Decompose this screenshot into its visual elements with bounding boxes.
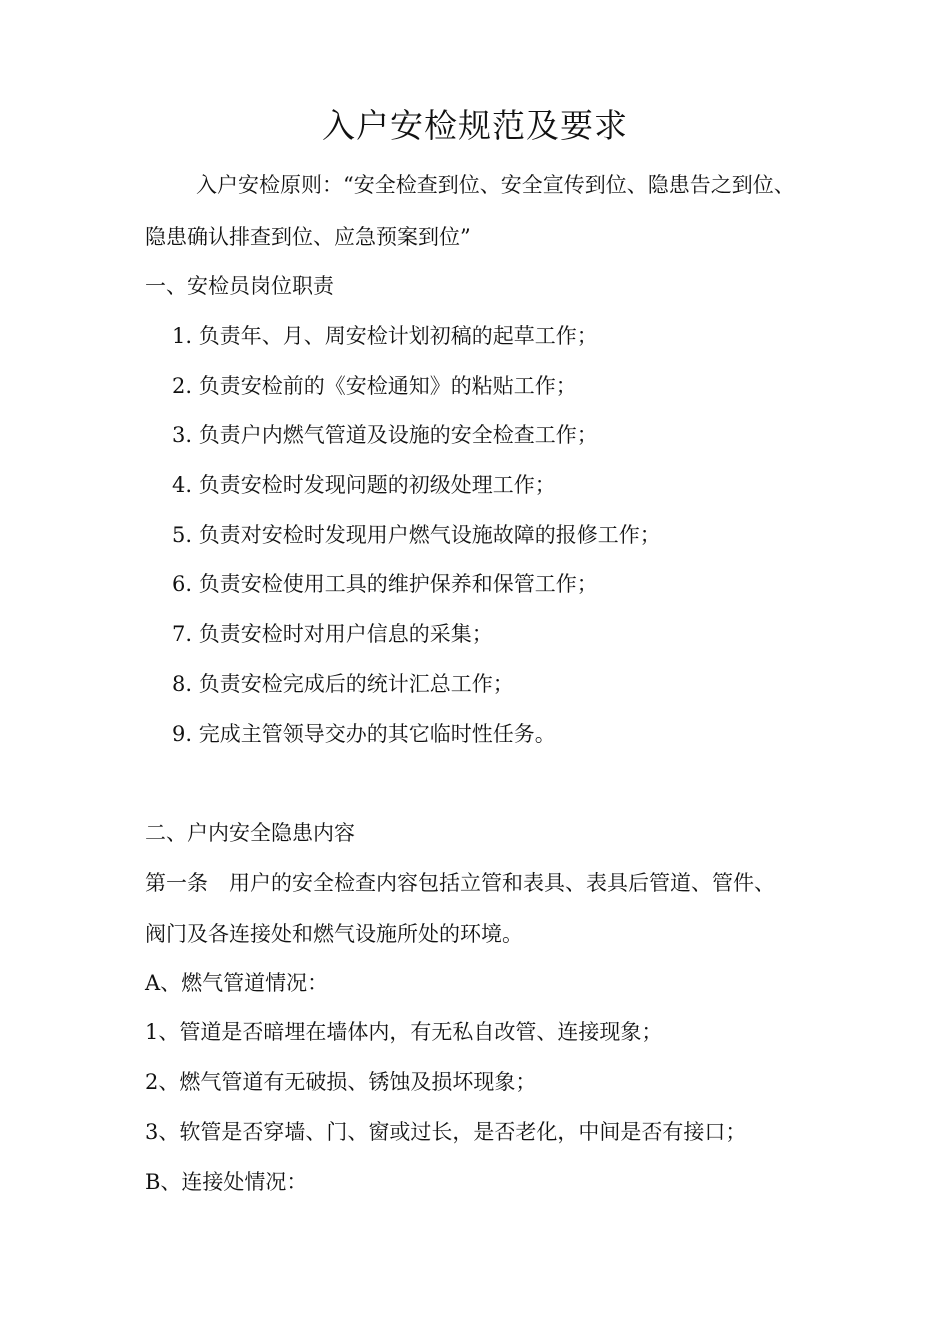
- section-1-heading: 一、安检员岗位职责: [145, 274, 334, 298]
- pipe-check-item-1: 1、管道是否暗埋在墙体内，有无私自改管、连接现象；: [145, 1020, 663, 1044]
- article-1-line-2: 阀门及各连接处和燃气设施所处的环境。: [145, 922, 523, 946]
- duty-item-1: 1. 负责年、月、周安检计划初稿的起草工作；: [172, 324, 598, 348]
- part-b-heading: B、连接处情况：: [145, 1170, 308, 1194]
- section-2-heading: 二、户内安全隐患内容: [145, 821, 355, 845]
- pipe-check-item-3: 3、软管是否穿墙、门、窗或过长，是否老化，中间是否有接口；: [145, 1120, 747, 1144]
- article-1-line-1: 第一条 用户的安全检查内容包括立管和表具、表具后管道、管件、: [145, 871, 775, 895]
- duty-item-6: 6. 负责安检使用工具的维护保养和保管工作；: [172, 572, 598, 596]
- duty-item-3: 3. 负责户内燃气管道及设施的安全检查工作；: [172, 423, 598, 447]
- duty-item-8: 8. 负责安检完成后的统计汇总工作；: [172, 672, 514, 696]
- duty-item-2: 2. 负责安检前的《安检通知》的粘贴工作；: [172, 374, 577, 398]
- part-a-heading: A、燃气管道情况：: [145, 971, 329, 995]
- duty-item-7: 7. 负责安检时对用户信息的采集；: [172, 622, 493, 646]
- principle-line-2: 隐患确认排查到位、应急预案到位”: [145, 225, 471, 249]
- pipe-check-item-2: 2、燃气管道有无破损、锈蚀及损坏现象；: [145, 1070, 537, 1094]
- duty-item-9: 9. 完成主管领导交办的其它临时性任务。: [172, 722, 556, 746]
- principle-line-1: 入户安检原则：“安全检查到位、安全宣传到位、隐患告之到位、: [196, 173, 795, 197]
- document-title: 入户安检规范及要求: [322, 106, 628, 145]
- duty-item-5: 5. 负责对安检时发现用户燃气设施故障的报修工作；: [172, 523, 661, 547]
- duty-item-4: 4. 负责安检时发现问题的初级处理工作；: [172, 473, 556, 497]
